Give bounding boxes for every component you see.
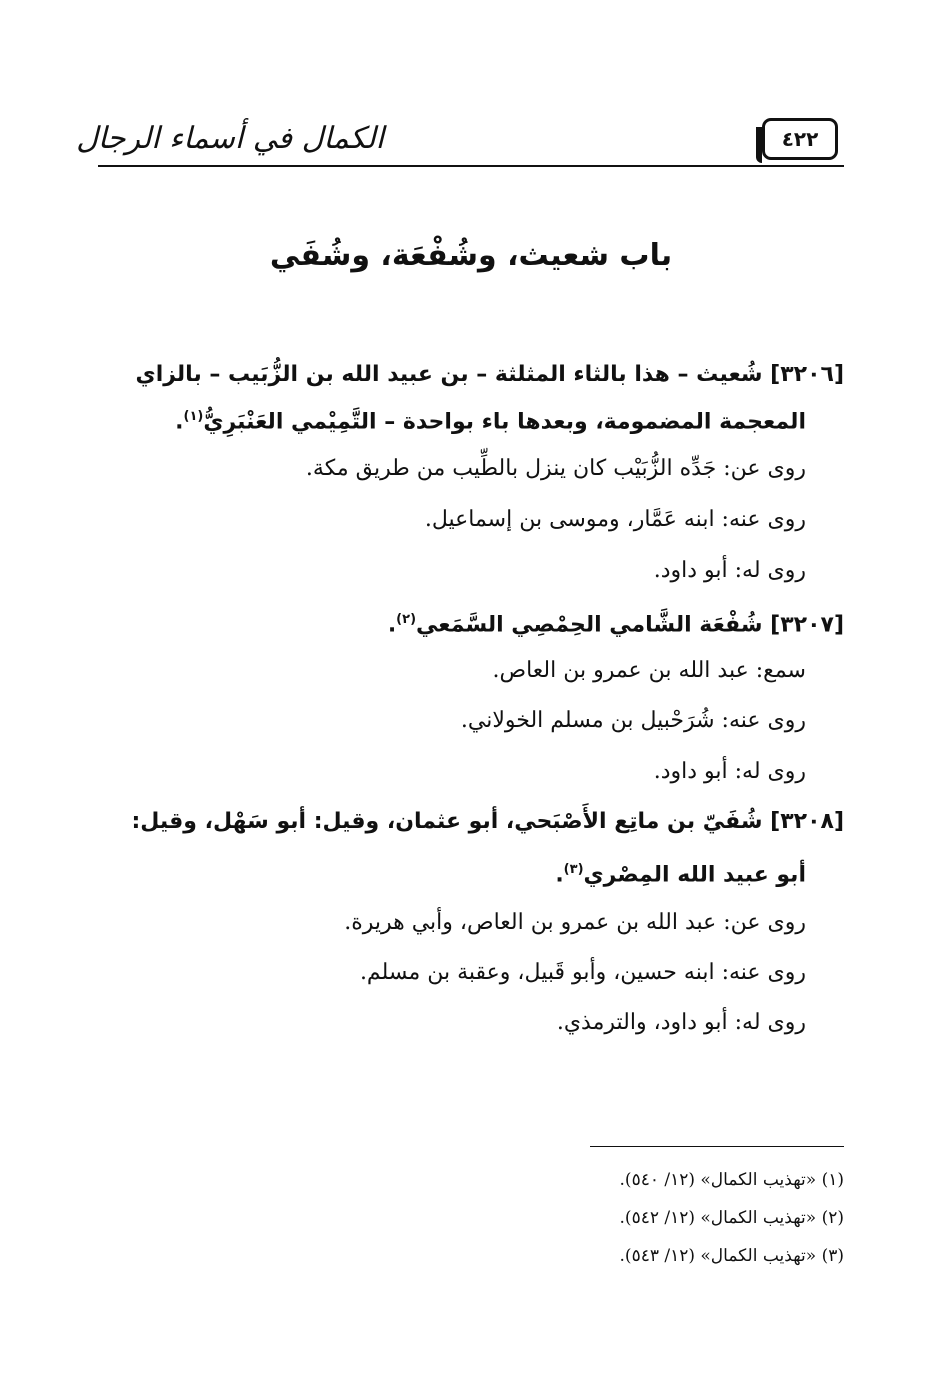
entry-3208-heading-line-1: [٣٢٠٨] شُفَيّ بن ماتِع الأَصْبَحي، أبو عثمان، وقيل: أبو سَهْل، وقيل: [131, 809, 844, 834]
entry-3206-reported-by: روى له: أبو داود. [653, 558, 806, 583]
entry-3208-reported-by: روى له: أبو داود، والترمذي. [556, 1010, 806, 1035]
entry-3207-heard-from: سمع: عبد الله بن عمرو بن العاص. [492, 658, 806, 683]
period: . [387, 612, 397, 638]
entry-3207-heading-text: [٣٢٠٧] شُفْعَة الشَّامي الحِمْصِي السَّمَعي [416, 612, 844, 638]
footnote-1: (١) «تهذيب الكمال» (١٢/ ٥٤٠). [619, 1170, 844, 1190]
footnote-ref-2: (٢) [396, 612, 417, 627]
entry-3208-narrated-from: روى عن: عبد الله بن عمرو بن العاص، وأبي هريرة. [344, 910, 806, 935]
header-rule [98, 165, 844, 167]
footnote-ref-3: (٣) [563, 862, 584, 877]
entry-3206-narrated-from: روى عن: جَدِّه الزُّبَيْب كان ينزل بالطِّيب من طريق مكة. [305, 456, 806, 481]
entry-3206-heading-line-2 [175, 400, 806, 439]
footnote-2: (٢) «تهذيب الكمال» (١٢/ ٥٤٢). [619, 1208, 844, 1228]
footnote-separator [590, 1146, 844, 1147]
entry-3208-narrated-by: روى عنه: ابنه حسين، وأبو قَبيل، وعقبة بن مسلم. [359, 960, 806, 985]
entry-3206-heading-line-1: [٣٢٠٦] شُعيث – هذا بالثاء المثلثة – بن عبيد الله بن الزُّبَيب – بالزاي [135, 362, 844, 387]
entry-3207-heading [388, 603, 844, 642]
footnote-ref-1: (١) [183, 409, 204, 424]
entry-3206-narrated-by: روى عنه: ابنه عَمَّار، وموسى بن إسماعيل. [424, 507, 806, 532]
chapter-title: باب شعيث، وشُفْعَة، وشُفَي [269, 238, 673, 273]
entry-3208-heading-line-2 [555, 853, 806, 892]
entry-3206-heading-line-2-text: المعجمة المضمومة، وبعدها باء بواحدة – التَّمِيْمي العَنْبَرِيُّ [203, 409, 806, 435]
entry-3207-narrated-by: روى عنه: شُرَحْبيل بن مسلم الخولاني. [460, 708, 806, 733]
page-number: ٤٢٢ [762, 118, 838, 160]
period: . [555, 862, 564, 888]
entry-3207-reported-by: روى له: أبو داود. [653, 759, 806, 784]
period: . [175, 409, 184, 435]
entry-3208-heading-line-2-text: أبو عبيد الله المِصْري [583, 862, 806, 888]
running-book-title: الكمال في أسماء الرجال [76, 120, 384, 156]
footnote-3: (٣) «تهذيب الكمال» (١٢/ ٥٤٣). [619, 1246, 844, 1266]
